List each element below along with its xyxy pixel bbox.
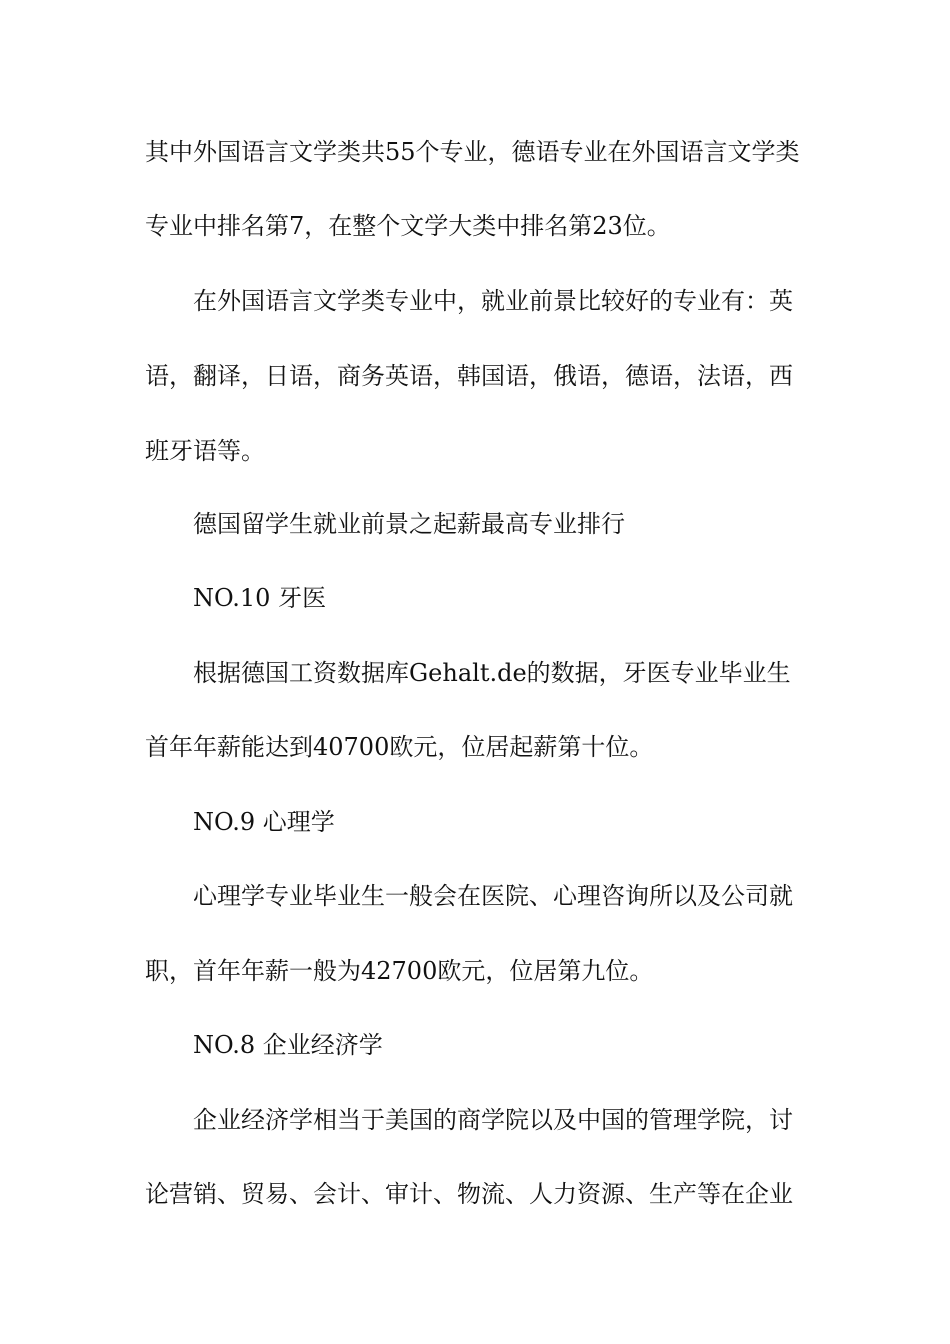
paragraph-line: 职，首年年薪一般为42700欧元，位居第九位。 xyxy=(145,957,654,985)
section-heading: 德国留学生就业前景之起薪最高专业排行 xyxy=(193,510,625,538)
paragraph-line: 心理学专业毕业生一般会在医院、心理咨询所以及公司就 xyxy=(193,882,793,910)
paragraph-line: 语，翻译，日语，商务英语，韩国语，俄语，德语，法语，西 xyxy=(145,362,793,390)
paragraph-line: 企业经济学相当于美国的商学院以及中国的管理学院，讨 xyxy=(193,1106,793,1134)
paragraph-line: 首年年薪能达到40700欧元，位居起薪第十位。 xyxy=(145,733,654,761)
ranking-heading: NO.9 心理学 xyxy=(193,808,335,836)
paragraph-line: 论营销、贸易、会计、审计、物流、人力资源、生产等在企业 xyxy=(145,1180,793,1208)
ranking-heading: NO.8 企业经济学 xyxy=(193,1031,383,1059)
paragraph-line: 其中外国语言文学类共55个专业，德语专业在外国语言文学类 xyxy=(145,138,800,166)
paragraph-line: 在外国语言文学类专业中，就业前景比较好的专业有：英 xyxy=(193,287,793,315)
paragraph-line: 专业中排名第7，在整个文学大类中排名第23位。 xyxy=(145,212,671,240)
paragraph-line: 根据德国工资数据库Gehalt.de的数据，牙医专业毕业生 xyxy=(193,659,791,687)
paragraph-line: 班牙语等。 xyxy=(145,437,265,465)
ranking-heading: NO.10 牙医 xyxy=(193,584,327,612)
